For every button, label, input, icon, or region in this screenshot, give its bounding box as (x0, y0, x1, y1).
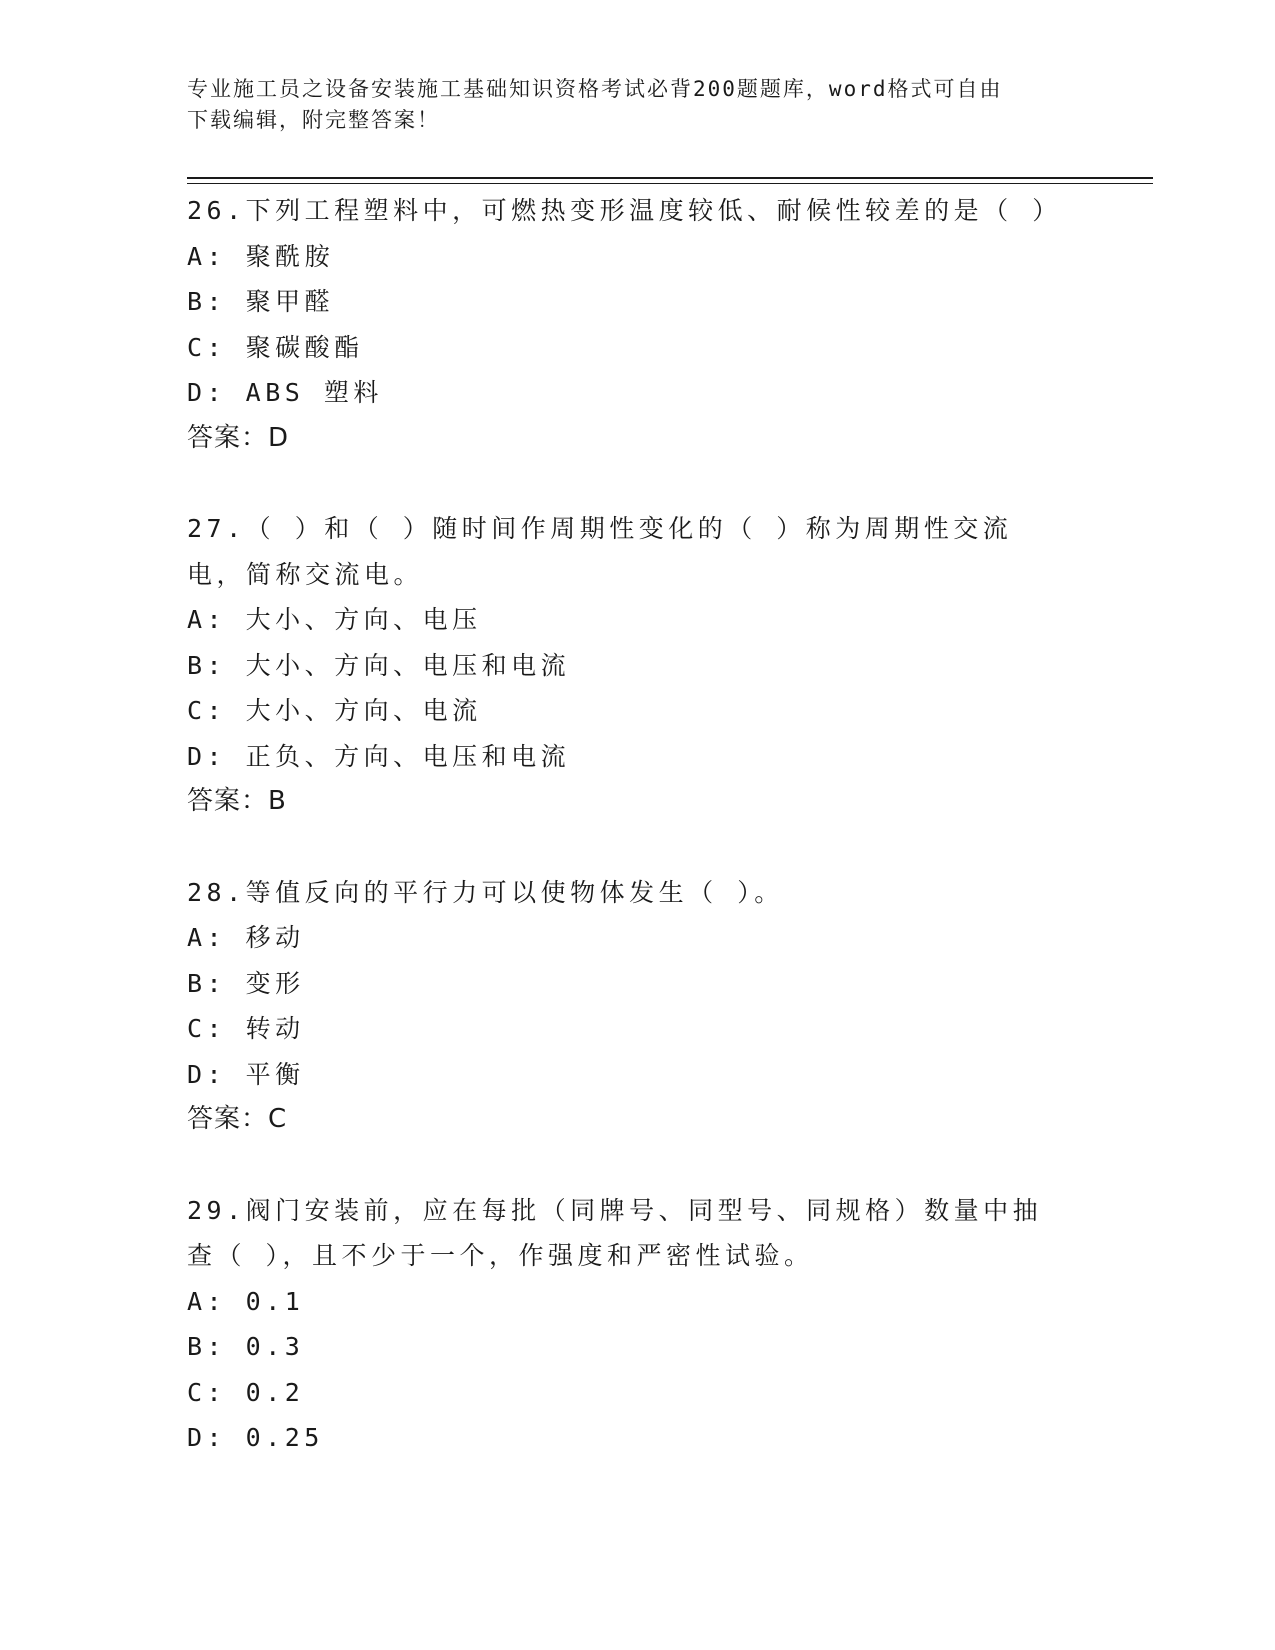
document-header (187, 74, 1067, 136)
header-divider-thick (187, 177, 1153, 179)
option-b: B: 变形 (187, 968, 305, 998)
option-d: D: 平衡 (187, 1059, 305, 1089)
option-a: A: 移动 (187, 923, 305, 952)
question-text: 28.等值反向的平行力可以使物体发生（ ）。 (187, 877, 784, 907)
question-29 (187, 1188, 1067, 1461)
question-27 (187, 506, 1067, 825)
option-b: B: 大小、方向、电压和电流 (187, 650, 571, 680)
option-a: A: 大小、方向、电压 (187, 605, 482, 634)
header-divider-thin (187, 183, 1153, 184)
option-b: B: 0.3 (187, 1332, 305, 1361)
question-26 (187, 188, 1067, 461)
option-c: C: 聚碳酸酯 (187, 332, 364, 362)
question-list (187, 188, 1067, 1506)
option-d: D: 0.25 (187, 1423, 324, 1452)
question-text: 26.下列工程塑料中，可燃热变形温度较低、耐候性较差的是（ ） (187, 196, 1062, 225)
question-text: 27.（ ）和（ ）随时间作周期性变化的（ ）称为周期性交流电，简称交流电。 (187, 514, 1013, 589)
option-d: D: 正负、方向、电压和电流 (187, 741, 571, 771)
option-c: C: 0.2 (187, 1377, 305, 1407)
option-a: A: 0.1 (187, 1286, 305, 1316)
answer: 答案：D (187, 422, 290, 453)
option-b: B: 聚甲醛 (187, 287, 335, 316)
answer: 答案：B (187, 786, 287, 816)
option-d: D: ABS 塑料 (187, 378, 383, 407)
option-c: C: 大小、方向、电流 (187, 696, 482, 725)
header-line-2: 下载编辑，附完整答案！ (187, 108, 440, 132)
question-28 (187, 870, 1067, 1143)
option-c: C: 转动 (187, 1014, 305, 1043)
option-a: A: 聚酰胺 (187, 241, 335, 271)
question-text: 29.阀门安装前，应在每批（同牌号、同型号、同规格）数量中抽查（ ），且不少于一个，作强度和严密性试验。 (187, 1195, 1043, 1270)
header-line-1: 专业施工员之设备安装施工基础知识资格考试必背200题题库，word格式可自由 (187, 77, 1003, 101)
answer: 答案：C (187, 1104, 288, 1134)
